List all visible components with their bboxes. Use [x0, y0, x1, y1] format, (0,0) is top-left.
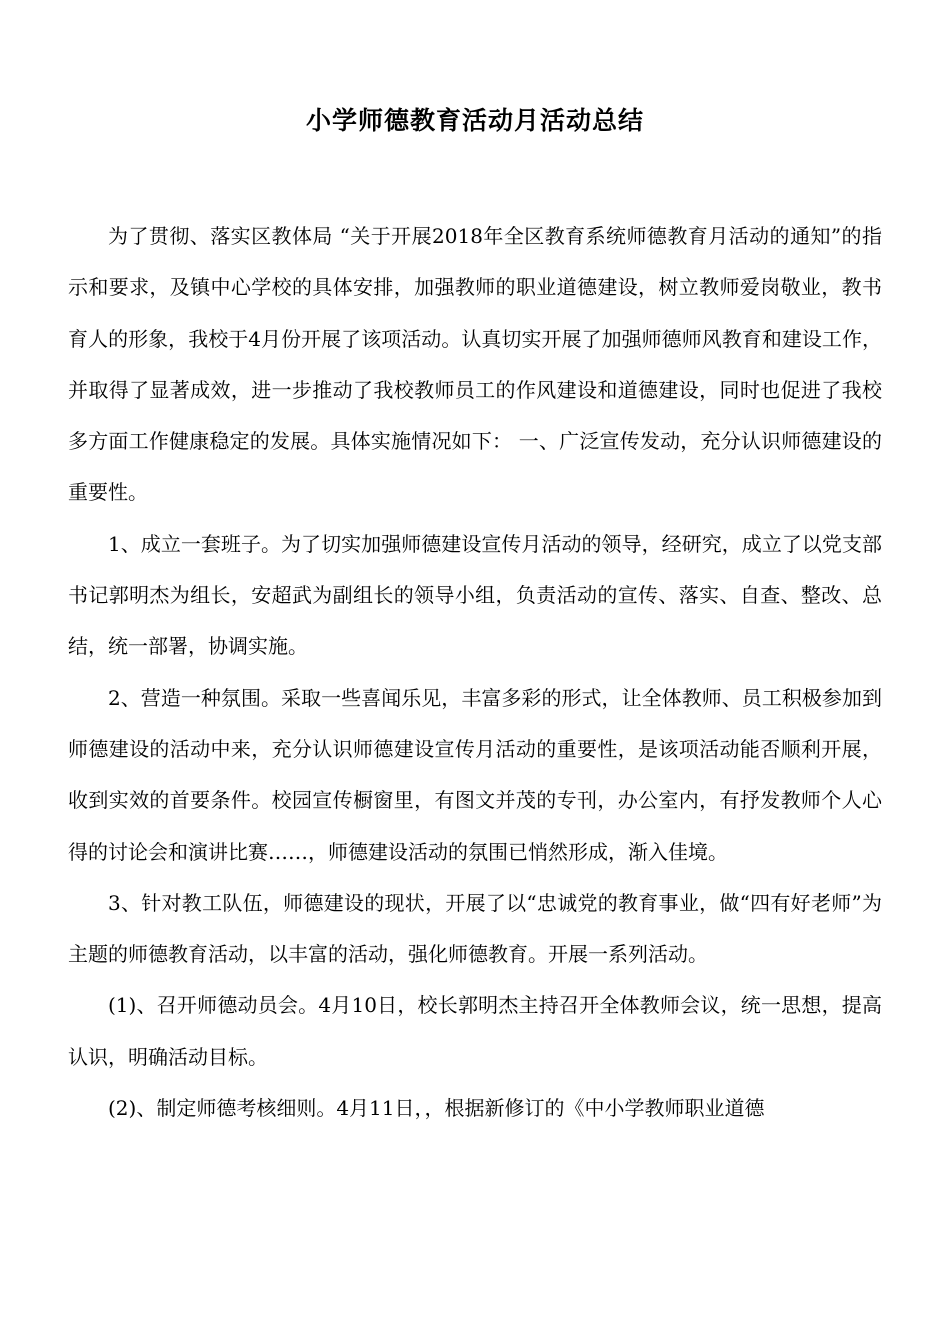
- paragraph-intro: 为了贯彻、落实区教体局 “关于开展2018年全区教育系统师德教育月活动的通知”的指示和要求，及镇中心学校的具体安排，加强教师的职业道德建设，树立教师爱岗敬业，教书育人的形象，我校于4月份开展了该项活动。认真切实开展了加强师德师风教育和建设工作，并取得了显著成效，进一步推动了我校教师员工的作风建设和道德建设，同时也促进了我校多方面工作健康稳定的发展。具体实施情况如下： 一、广泛宣传发动，充分认识师德建设的重要性。: [68, 224, 882, 505]
- paragraph-subitem-1: (1)、召开师德动员会。4月10日，校长郭明杰主持召开全体教师会议，统一思想，提高认识，明确活动目标。: [68, 993, 882, 1069]
- document-body: [68, 211, 882, 1134]
- paragraph-item-2: 2、营造一种氛围。采取一些喜闻乐见，丰富多彩的形式，让全体教师、员工积极参加到师德建设的活动中来，充分认识师德建设宣传月活动的重要性，是该项活动能否顺利开展，收到实效的首要条件。校园宣传橱窗里，有图文并茂的专刊，办公室内，有抒发教师个人心得的讨论会和演讲比赛……，师德建设活动的氛围已悄然形成，渐入佳境。: [68, 685, 882, 864]
- paragraph-item-3: 3、针对教工队伍，师德建设的现状，开展了以“忠诚党的教育事业，做“四有好老师”为主题的师德教育活动，以丰富的活动，强化师德教育。开展一系列活动。: [68, 890, 882, 967]
- paragraph-subitem-2: (2)、制定师德考核细则。4月11日，，根据新修订的《中小学教师职业道德: [108, 1096, 765, 1121]
- paragraph-item-1: 1、成立一套班子。为了切实加强师德建设宣传月活动的领导，经研究，成立了以党支部书记郭明杰为组长，安超武为副组长的领导小组，负责活动的宣传、落实、自查、整改、总结，统一部署，协调实施。: [68, 531, 882, 659]
- document-title: 小学师德教育活动月活动总结: [305, 106, 644, 135]
